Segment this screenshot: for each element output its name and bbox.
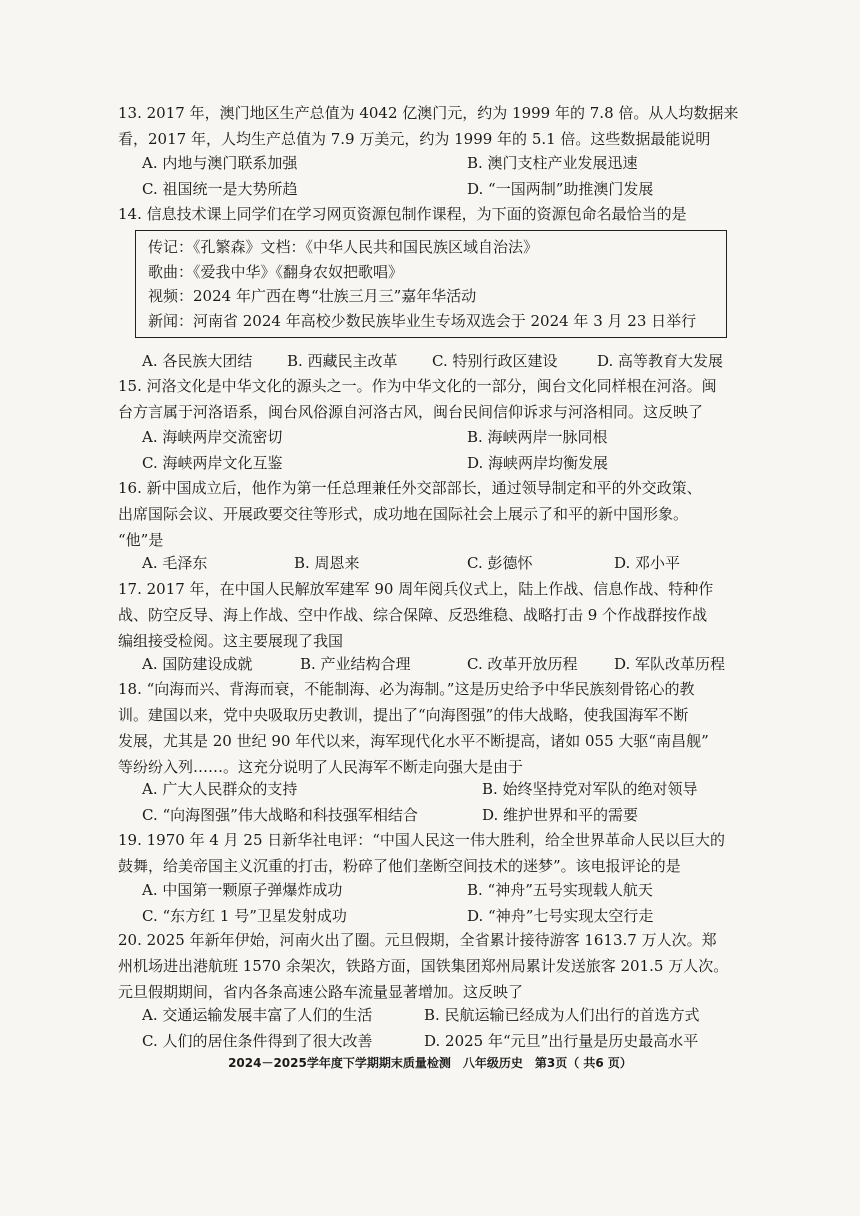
option-d[interactable]: D. 军队改革历程	[614, 655, 726, 673]
option-b[interactable]: B. “神舟”五号实现载人航天	[467, 881, 653, 899]
option-d[interactable]: D. 邓小平	[614, 554, 681, 572]
box-line: 新闻：河南省 2024 年高校少数民族毕业生专场双选会于 2024 年 3 月 23 日举行	[148, 311, 697, 330]
question-19-stem: 19. 1970 年 4 月 25 日新华社电评：“中国人民这一伟大胜利，给全世界革命人民以巨大的 鼓舞，给美帝国主义沉重的打击，粉碎了他们垄断空间技术的迷梦”。该电报评论的是	[118, 831, 725, 875]
option-b[interactable]: B. 产业结构合理	[300, 655, 411, 673]
option-b[interactable]: B. 澳门支柱产业发展迅速	[467, 154, 638, 172]
page-footer: 2024－2025学年度下学期期末质量检测 八年级历史 第3页（ 共6 页）	[228, 1056, 632, 1070]
question-14-options	[142, 348, 762, 374]
box-line: 歌曲：《爱我中华》《翻身农奴把歌唱》	[148, 262, 404, 281]
question-18-options	[142, 776, 762, 828]
option-a[interactable]: A. 各民族大团结	[142, 352, 253, 370]
option-d[interactable]: D. 2025 年“元旦”出行量是历史最高水平	[424, 1032, 699, 1050]
question-20-stem: 20. 2025 年新年伊始，河南火出了圈。元旦假期，全省累计接待游客 1613.7 万人次。郑 州机场进出港航班 1570 余架次，铁路方面，国铁集团郑州局累计发送旅客 201.5 万人次。 元旦假期期间，省内各条高速公路车流量显著增加。这反映了	[118, 931, 729, 1001]
question-13-options	[142, 150, 762, 202]
question-19-options	[142, 877, 762, 929]
option-c[interactable]: C. “东方红 1 号”卫星发射成功	[142, 907, 347, 925]
question-13-stem: 13. 2017 年，澳门地区生产总值为 4042 亿澳门元，约为 1999 年的 7.8 倍。从人均数据来 看，2017 年，人均生产总值为 7.9 万美元，约为 1999 年的 5.1 倍。这些数据最能说明	[118, 104, 739, 148]
option-a[interactable]: A. 广大人民群众的支持	[142, 780, 298, 798]
option-a[interactable]: A. 海峡两岸交流密切	[142, 428, 283, 446]
question-17-options	[142, 651, 762, 677]
option-b[interactable]: B. 民航运输已经成为人们出行的首选方式	[424, 1006, 700, 1024]
question-18-stem: 18. “向海而兴、背海而衰，不能制海、必为海制。”这是历史给予中华民族刻骨铭心的教 训。建国以来，党中央吸取历史教训，提出了“向海图强”的伟大战略，使我国海军不断 发展，尤其是 20 世纪 90 年代以来，海军现代化水平不断提高，诸如 055 大驱“南昌舰” 等纷纷入列……。这充分说明了人民海军不断走向强大是由于	[118, 680, 709, 776]
option-c[interactable]: C. 人们的居住条件得到了很大改善	[142, 1032, 373, 1050]
option-d[interactable]: D. 维护世界和平的需要	[482, 806, 639, 824]
box-line: 视频：2024 年广西在粤“壮族三月三”嘉年华活动	[148, 287, 477, 305]
question-15-options	[142, 424, 762, 476]
option-a[interactable]: A. 毛泽东	[142, 554, 208, 572]
option-c[interactable]: C. 彭德怀	[467, 554, 533, 572]
question-14-stem: 14. 信息技术课上同学们在学习网页资源包制作课程，为下面的资源包命名最恰当的是	[118, 205, 687, 223]
option-a[interactable]: A. 中国第一颗原子弹爆炸成功	[142, 881, 343, 899]
option-a[interactable]: A. 内地与澳门联系加强	[142, 154, 298, 172]
option-c[interactable]: C. 祖国统一是大势所趋	[142, 180, 298, 198]
option-d[interactable]: D. “神舟”七号实现太空行走	[467, 907, 654, 925]
option-a[interactable]: A. 国防建设成就	[142, 655, 253, 673]
option-b[interactable]: B. 西藏民主改革	[287, 352, 398, 370]
option-c[interactable]: C. 改革开放历程	[467, 655, 578, 673]
question-20-options	[142, 1002, 762, 1054]
question-16-stem: 16. 新中国成立后，他作为第一任总理兼任外交部部长，通过领导制定和平的外交政策、 出席国际会议、开展政要交往等形式，成功地在国际社会上展示了和平的新中国形象。 “他”是	[118, 479, 702, 549]
option-c[interactable]: C. 海峡两岸文化互鉴	[142, 454, 283, 472]
question-15-stem: 15. 河洛文化是中华文化的源头之一。作为中华文化的一部分，闽台文化同样根在河洛。闽 台方言属于河洛语系，闽台风俗源自河洛古风，闽台民间信仰诉求与河洛相同。这反映了	[118, 377, 717, 421]
resource-box	[135, 230, 727, 338]
question-16-options	[142, 550, 762, 576]
option-b[interactable]: B. 海峡两岸一脉同根	[467, 428, 608, 446]
option-d[interactable]: D. 海峡两岸均衡发展	[467, 454, 609, 472]
option-c[interactable]: C. “向海图强”伟大战略和科技强军相结合	[142, 806, 418, 824]
option-c[interactable]: C. 特别行政区建设	[432, 352, 558, 370]
box-line: 传记：《孔繁森》文档：《中华人民共和国民族区域自治法》	[148, 238, 539, 256]
question-17-stem: 17. 2017 年，在中国人民解放军建军 90 周年阅兵仪式上，陆上作战、信息作战、特种作 战、防空反导、海上作战、空中作战、综合保障、反恐维稳、战略打击 9 个作战群按作战 编组接受检阅。这主要展现了我国	[118, 580, 714, 650]
option-a[interactable]: A. 交通运输发展丰富了人们的生活	[142, 1006, 373, 1024]
option-b[interactable]: B. 始终坚持党对军队的绝对领导	[482, 780, 698, 798]
option-d[interactable]: D. “一国两制”助推澳门发展	[467, 180, 654, 198]
option-d[interactable]: D. 高等教育大发展	[597, 352, 724, 370]
option-b[interactable]: B. 周恩来	[294, 554, 360, 572]
